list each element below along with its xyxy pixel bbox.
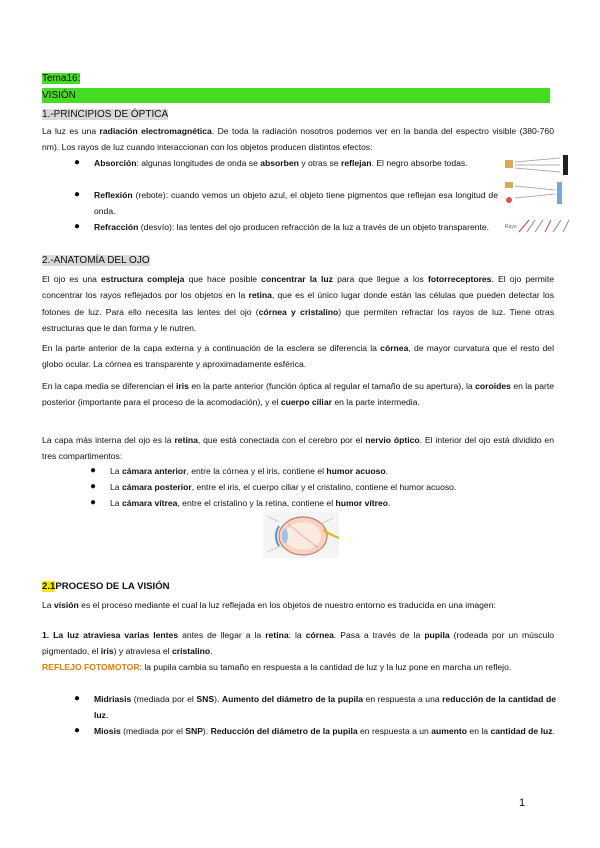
bullet-absorcion (94, 155, 498, 171)
section-2-1-number: 2.1 (42, 581, 56, 592)
bullet-refraccion (94, 219, 498, 235)
bullet-reflexion (94, 187, 498, 220)
section-1-title: 1.-PRINCIPIOS DE ÓPTICA (42, 109, 169, 120)
page-number: 1 (519, 797, 526, 809)
bullet-camara-anterior (110, 463, 550, 479)
section-2-1-para-2-text: 1. La luz atraviesa varias lentes antes de llegar a la retina: la córnea. Pasa a través de la pupila (rodeada por un músculo pigmentado, el iris) y atraviesa el cristalino. (42, 630, 555, 657)
bullet-refraccion-text: Refracción (desvío): las lentes del ojo producen refracción de la luz a través de un objeto transparente. (94, 222, 490, 232)
section-2-1-para-2 (42, 627, 554, 660)
bullet-dot: ● (90, 465, 97, 476)
eye-anatomy-illustration (263, 512, 339, 558)
bullet-camara-vitrea (110, 495, 550, 511)
bullet-midriasis-text: Midriasis (mediada por el SNS). Aumento del diámetro de la pupila en respuesta a una reducción de la cantidad de luz. (94, 694, 556, 721)
topic-label: Tema16: (42, 73, 81, 84)
bullet-dot: ● (74, 157, 81, 168)
section-1-heading (42, 108, 168, 122)
bullet-camara-posterior (110, 479, 550, 495)
bullet-dot: ● (74, 221, 81, 232)
topic-title-bar (42, 88, 550, 103)
bullet-dot: ● (74, 693, 81, 704)
absorption-illustration (505, 152, 575, 178)
topic-number (42, 72, 80, 86)
bullet-camara-posterior-text: La cámara posterior, entre el iris, el cuerpo ciliar y el cristalino, contiene el humor acuoso. (110, 482, 457, 492)
bullet-midriasis (94, 691, 556, 724)
section-2-para-2-text: En la parte anterior de la capa externa y a continuación de la esclera se diferencia la córnea, de mayor curvatura que el resto del globo ocular. La córnea es transparente y aproximadamente esférica. (42, 343, 554, 370)
bullet-dot: ● (90, 481, 97, 492)
section-2-para-2 (42, 340, 554, 373)
section-2-para-3-text: En la capa media se diferencian el iris en la parte anterior (función óptica al regular el tamaño de su apertura), la coroides en la parte posterior (importante para el proceso de la acomodación), y el cuerpo ciliar en la parte intermedia. (42, 381, 555, 408)
section-2-para-4 (42, 432, 554, 465)
refraction-illustration (505, 214, 575, 240)
bullet-dot: ● (74, 725, 81, 736)
section-1-intro (42, 123, 554, 156)
reflection-illustration (505, 180, 575, 206)
bullet-camara-anterior-text: La cámara anterior, entre la córnea y el iris, contiene el humor acuoso. (110, 466, 389, 476)
section-2-heading (42, 254, 150, 268)
bullet-dot: ● (74, 189, 81, 200)
svg-text:Rayo: Rayo (505, 224, 517, 230)
section-2-1-heading (42, 580, 170, 594)
bullet-dot: ● (90, 497, 97, 508)
section-2-para-1-text: El ojo es una estructura compleja que hace posible concentrar la luz para que llegue a los fotorreceptores. El ojo permite concentrar los rayos reflejados por los objetos en la retina, que es el único lugar donde están las células que pueden detectar los fotones de luz. Para ello necesita las lentes del ojo (córnea y cristalino) que permiten refractar los rayos de luz. Tiene otras estructuras que le dan forma y le nutren. (42, 274, 554, 333)
section-2-1-para-3 (42, 659, 554, 675)
section-2-1-para-1 (42, 597, 554, 613)
bullet-miosis-text: Miosis (mediada por el SNP). Reducción del diámetro de la pupila en respuesta a un aumento en la cantidad de luz. (94, 726, 555, 736)
bullet-absorcion-text: Absorción: algunas longitudes de onda se absorben y otras se reflejan. El negro absorbe todas. (94, 158, 468, 168)
topic-title: VISIÓN (42, 90, 76, 101)
section-2-1-para-3-text: REFLEJO FOTOMOTOR: la pupila cambia su tamaño en respuesta a la cantidad de luz y la luz pone en marcha un reflejo. (42, 662, 512, 672)
section-2-title: 2.-ANATOMÍA DEL OJO (42, 255, 150, 266)
section-2-para-1 (42, 271, 554, 336)
section-1-intro-text: La luz es una radiación electromagnética. De toda la radiación nosotros podemos ver en la banda del espectro visible (380-760 nm). Los rayos de luz cuando interaccionan con los objetos producen distintos efectos: (42, 126, 554, 153)
bullet-reflexion-text: Reflexión (rebote): cuando vemos un objeto azul, el objeto tiene pigmentos que reflejan esa longitud de onda. (94, 190, 498, 217)
section-2-para-4-text: La capa más interna del ojo es la retina, que está conectada con el cerebro por el nervio óptico. El interior del ojo está dividido en tres compartimentos: (42, 435, 554, 462)
section-2-para-3 (42, 378, 554, 411)
section-2-1-para-1-text: La visión es el proceso mediante el cual la luz reflejada en los objetos de nuestro entorno es traducida en una imagen: (42, 600, 496, 610)
section-2-1-title: PROCESO DE LA VISIÓN (55, 581, 170, 592)
bullet-miosis (94, 723, 556, 739)
bullet-camara-vitrea-text: La cámara vítrea, entre el cristalino y la retina, contiene el humor vítreo. (110, 498, 391, 508)
